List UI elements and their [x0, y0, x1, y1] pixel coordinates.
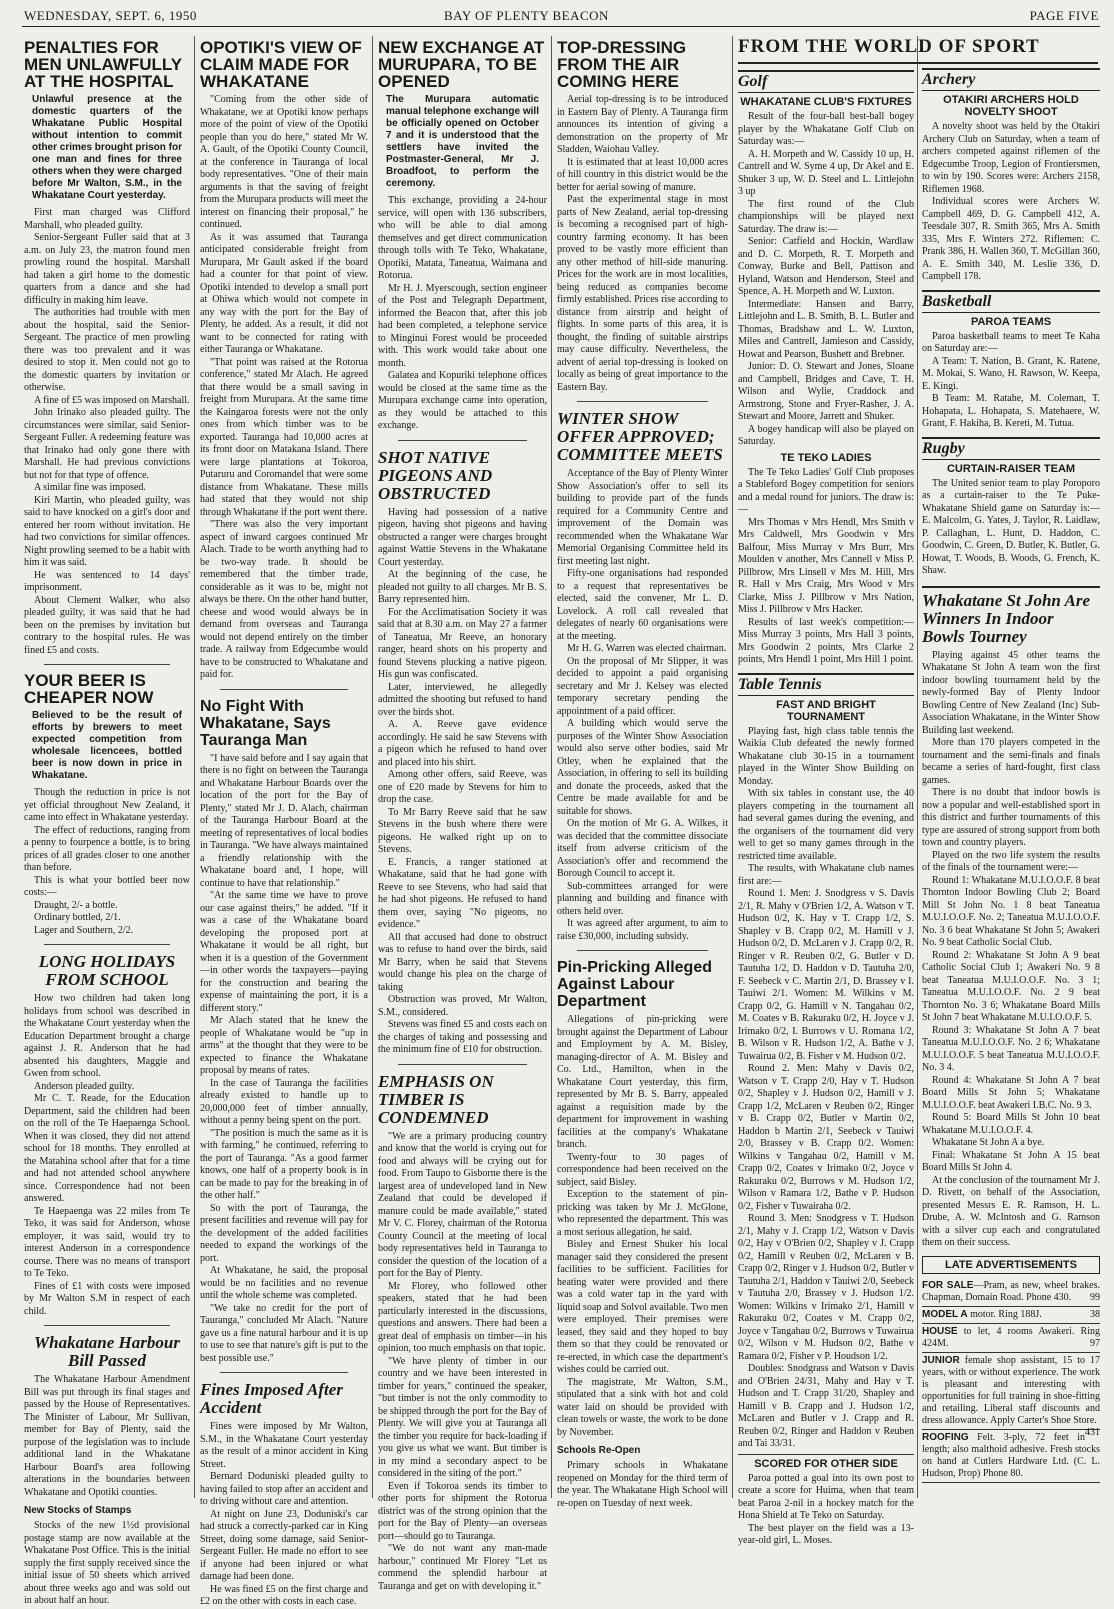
- paragraph: So with the port of Tauranga, the present facilities and revenue will pay for the development of the added facilities needed to expand the workings of the port.: [200, 1202, 368, 1264]
- paragraph: Played on the two life system the results of the finals of the tournament were:—: [922, 849, 1100, 873]
- paragraph: "I have said before and I say again that there is no fight on between the Tauranga and Whakatane Harbour Boards over the location of the port for the Bay of Plenty," stated Mr J. D. Alach, chairman of the Tauranga Harbour Board at the meeting of representatives of local bodies in Tauranga. "We have always maintained a friendly relationship with the Whakatane board and, I hope, will continue to have that relationship.": [200, 752, 368, 889]
- paragraph: Te Haepaenga was 22 miles from Te Teko, it was said for Anderson, whose employer, it was said, would try to interest Anderson in a correspondence course. There was no means of transport to Te Teko.: [24, 1205, 190, 1279]
- paragraph: He was sentenced to 14 days' imprisonment.: [24, 569, 190, 593]
- paragraph: Mr H. J. Myerscough, section engineer of the Post and Telegraph Department, informed the Beacon that, after this job had been completed, a telephone service to Minginui Forest would be proceeded with. This work would take about one month.: [378, 282, 547, 369]
- paragraph: "We take no credit for the port of Tauranga," concluded Mr Alach. "Nature gave us a fine natural harbour and it is up to use to see that nature's gift is put to the best possible use.": [200, 1302, 368, 1364]
- headline: SHOT NATIVE PIGEONS AND OBSTRUCTED: [378, 447, 493, 503]
- paragraph: Ordinary bottled, 2/1.: [34, 912, 121, 923]
- sport-banner: FROM THE WORLD OF SPORT: [738, 36, 1098, 64]
- paragraph: In the case of Tauranga the facilities already existed to handle up to 20,000,000 feet of timber annually, without a penny being spent on the port.: [200, 1077, 368, 1126]
- masthead: [24, 8, 1099, 26]
- paragraph: Round 1: Whakatane M.U.I.O.O.F. 8 beat Thornton Indoor Bowling Club 2; Board Mill St John No. 1 8 beat Taneatua M.U.I.O.O.F. No. 2; Taneatua M.U.I.O.O.F. No. 3 6 beat Whakatane St John 5; Awakeri No. 9 beat Catholic Social Club.: [922, 874, 1100, 948]
- paragraph: Fifty-one organisations had responded to a request that representatives be elected, said the convener, Mr L. D. Lovelock. A roll call revealed that delegates of nearly 60 organisations were at the meeting.: [557, 568, 728, 642]
- paragraph: Past the experimental stage in most parts of New Zealand, aerial top-dressing is becoming a recognised part of high-country farming economy. It has been proved to be vastly more efficient than any other method of hill-side manuring. Prices for the work are in most localities, being reduced as companies become firmly established. Prices rise according to distance from airstrip and height of flights. In some parts of this area, it is thought, the finding of suitable airstrips may cause difficulty. Nevertheless, the advent of aerial top-dressing is looked on locally as being of great importance to the Eastern Bay.: [557, 194, 728, 393]
- paragraph: Mr Florey, who followed other speakers, stated that he had been particularly interested in the discussions, questions and answers. There had been a great deal of emphasis on timber—in his opinion, too much emphasis on that topic.: [378, 1280, 547, 1354]
- ad-lead: MODEL A: [922, 1308, 968, 1320]
- headline: Fines Imposed After Accident: [200, 1380, 343, 1417]
- ad-lead: ROOFING: [922, 1431, 969, 1443]
- paragraph: Individual scores were Archers W. Campbell 469, D. G. Campbell 412, A. Teesdale 307, R. Smith 365, Mrs A. Smith 335, Mrs F. Winters 272. Riflemen: C. Prank 386, H. Wallen 360, T. McGillan 360, A. E. Smith 340, M. Leslie 336, D. Campbell 178.: [922, 196, 1100, 282]
- ad-lead: HOUSE: [922, 1325, 958, 1337]
- paragraph: How two children had taken long holidays from school was described in the Whakatane Court yesterday when the Education Department brought a charge against J. R. Anderson that he had absented his daughters, Maggie and Gwen from school.: [24, 993, 190, 1079]
- classified-ad: [922, 1324, 1100, 1353]
- paragraph: At night on June 23, Doduniski's car had struck a correctly-parked car in King Street, doing some damage, said Senior-Sergeant Fuller. He made no effort to see if anyone had been injured or what damage had been done.: [200, 1508, 368, 1582]
- paragraph: Intermediate: Hansen and Barry, Littlejohn and L. B. Smith, B. L. Butler and Thomas, Bradshaw and L. W. Luxton, Miles and Cantrell, Jamieson and Cassidy, Howat and Pearson, Bushett and Brebner.: [738, 298, 914, 360]
- paragraph: Exception to the statement of pin-pricking was taken by Mr J. McGlone, who represented the department. This was a most serious allegation, he said.: [557, 1189, 728, 1238]
- ad-text: female shop assistant, 15 to 17 years, with or without experience. The work is pleasant and interesting with opportunities for full training in shoe-fitting and retailing. Liberal staff discounts and dress allowance. Apply Carter's Shoe Store.: [922, 1354, 1100, 1426]
- archery-section: [922, 68, 1100, 284]
- paragraph: At Whakatane, he said, the proposal would be no facilities and no revenue until the whole scheme was completed.: [200, 1265, 368, 1301]
- paragraph: Round 2: Whakatane St John A 9 beat Catholic Social Club 1; Awakeri No. 9 8 beat Taneatua M.U.I.O.O.F. No. 3 1; Taneatua M.U.I.O.O.F. No. 2 9 beat Thornton No. 3 6; Whakatane Board Mills St John 7 beat Whakatane M.U.I.O.O.F. 5.: [922, 949, 1100, 1023]
- page-number: PAGE FIVE: [1029, 8, 1099, 23]
- divider: [220, 689, 348, 690]
- deck: The Murupara automatic manual telephone exchange will be officially opened on October 7 and it is understood that the settlers have invited the Postmaster-General, Mr J. Broadfoot, to perform the ceremony.: [386, 94, 539, 189]
- hockey-section: [738, 1454, 914, 1548]
- subheading: TE TEKO LADIES: [780, 451, 872, 464]
- paragraph: "We are a primary producing country and know that the world is crying out for food and always will be crying out for food. From Taupo to Gisborne there is the largest area of undeveloped land in New Zealand that could be developed if manure could be made available," stated Mr V. C. Florey, chairman of the Rotorua County Council at the meeting of local body representatives held in Tauranga to consider the question of the location of a port for the Bay of Plenty.: [378, 1130, 547, 1279]
- subheading: PAROA TEAMS: [970, 315, 1052, 328]
- paragraph: It was agreed after argument, to aim to raise £30,000, including subsidy.: [557, 918, 728, 942]
- paragraph: For the Acclimatisation Society it was said that at 8.30 a.m. on May 27 a farmer of Taneatua, Mr Reeve, an honorary ranger, heard shots on his property and found Stevens plucking a native pigeon. His gun was confiscated.: [378, 606, 547, 680]
- subheading: SCORED FOR OTHER SIDE: [738, 1454, 914, 1470]
- deck: Believed to be the result of efforts by brewers to meet expected competition from wholesale licencees, bottled beer is now down in price in Whakatane.: [32, 710, 182, 781]
- article-body: [200, 753, 368, 1366]
- paragraph: A bogey handicap will also be played on Saturday.: [738, 423, 914, 447]
- column-3: [378, 36, 547, 1592]
- article-body: [922, 121, 1100, 284]
- article-body: [24, 993, 190, 1318]
- paragraph: A building which would serve the purposes of the Winter Show Association would also serve other bodies, said Mr Otley, when he explained that the Association, in offering to sell its building and donate the proceeds, asked that the Centre be made available for and be suitable for shows.: [557, 718, 728, 817]
- deck: Unlawful presence at the domestic quarters of the Whakatane Public Hospital without intention to commit other crimes brought prison for one man and fines for three others when they were charged before Mr Walton, S.M., in the Whakatane Court yesterday.: [32, 94, 183, 201]
- paragraph: "The position is much the same as it is with farming," he continued, referring to the port of Tauranga. "As a good farmer knows, one half of a property book is in can be made to pay for the breaking in of the other half.": [200, 1127, 368, 1201]
- article-exchange: [378, 39, 547, 433]
- paragraph: Mr C. T. Reade, for the Education Department, said the children had been on the roll of the Te Haepaenga School. When it was closed, they did not attend school for 18 months. They enrolled at the Matahina school after that for a time and had not attended school anywhere since. Correspondence had not been answered.: [24, 1093, 190, 1204]
- paragraph: Round 1. Men: J. Snodgress v S. Davis 2/1, R. Mahy v O'Brien 1/2, A. Watson v T. Hudson 0/2, K. Hay v T. Crapp 1/2, S. Shapley v B. Crapp 0/2, M. Hamill v J. Hudson 0/2, D. McLaren v J. Crapp 0/2, R. Ringer v R. Reuben 0/2, G. Butler v D. Tautuha 1/2, D. Haddon v D. Tautuha 2/0, F. Seebeck v C. Martin 2/1, D. Brassey v I. Tauiwi 2/1. Women: M. Wilkins v M. Crapp 0/2, G. Hamill v N. Tangahau 0/2, M. Coates v B. Rakuraku 0/2, H. Joyce v J. Irimako 0/2, I. Burrows v U. Romana 1/2, B. Wilson v R. Hudson 1/2, A. Bathe v J. Tuwairua 0/2, B. Fisher v M. Hudson 0/2.: [738, 888, 914, 1062]
- article-penalties: [24, 39, 190, 657]
- paragraph: The magistrate, Mr Walton, S.M., stipulated that a sink with hot and cold water laid on should be provided with clean towels or waste, the work to be done by November.: [557, 1376, 728, 1438]
- paragraph: "We have plenty of timber in our country and we have been interested in timber for years," continued the speaker, "but timber is not the only commodity to be shipped through the port for the Bay of Plenty. We will give you at Tauranga all the timber you require for back-loading if you give us what we want. But timber is in my mind a secondary aspect to be considered in the siting of the port.": [378, 1355, 547, 1479]
- headline: WINTER SHOW OFFER APPROVED; COMMITTEE MEETS: [557, 409, 723, 464]
- section-heading-golf: Golf: [738, 70, 914, 93]
- paragraph: Sub-committees arranged for were planning and building and finance with others held over.: [557, 880, 728, 917]
- paragraph: The first round of the Club championships will be played next Saturday. The draw is:—: [738, 198, 914, 235]
- paragraph: This is what your bottled beer now costs:—: [24, 874, 190, 898]
- subheading: OTAKIRI ARCHERS HOLD NOVELTY SHOOT: [943, 94, 1079, 118]
- classified-ad: [922, 1430, 1100, 1483]
- paper-name: BAY OF PLENTY BEACON: [444, 8, 609, 23]
- ad-number: 99: [1090, 1291, 1100, 1303]
- paragraph: The effect of reductions, ranging from a penny to fourpence a bottle, is to bring prices of all grades closer to one another than before.: [24, 824, 190, 873]
- paragraph: E. Francis, a ranger stationed at Whakatane, said that he had gone with Reeve to see Stevens, who had said that he had shot pigeons. He refused to hand them over, saying "No pigeons, no evidence.": [378, 856, 547, 930]
- paragraph: Kiri Martin, who pleaded guilty, was said to have knocked on a girl's door and entered her room without invitation. He had two convictions for similar offences. Night prowling seemed to be a habit with him it was said.: [24, 494, 190, 568]
- masthead-rule: [22, 26, 1100, 27]
- article-beer: [24, 672, 190, 937]
- headline: No Fight With Whakatane, Says Tauranga Man: [200, 697, 331, 749]
- headline: NEW EXCHANGE AT MURUPARA, TO BE OPENED: [378, 38, 545, 91]
- paragraph: Even if Tokoroa sends its timber to other ports for shipment the Rotorua district was of the strong opinion that the port for the Bay of Plenty—an overseas port—should go to Tauranga.: [378, 1480, 547, 1542]
- paragraph: On the proposal of Mr Slipper, it was decided to appoint a paid organising secretary and Mr J. Kelsey was elected temporary secretary pending the appointment of a paid officer.: [557, 655, 728, 717]
- paragraph: Results of last week's competition:—Miss Murray 3 points, Mrs Hall 3 points, Mrs Goodwin 2 points, Mrs Clarke 2 points, Mrs Hendl 1 point, Mrs Hill 1 point.: [738, 616, 914, 665]
- paragraph: "That point was raised at the Rotorua conference," stated Mr Alach. He agreed that there would be a small saving in freight from Murupara. At the same time the Kaingaroa forests were not the only ones from which timber was to be exported. Tauranga had 10,000 acres at its front door on Matakana Island. There were large plantations at Tokoroa, Putaruru and Coromandel that were some distance from Whakatane. These mills had stated that they would not ship through Whakatane if the port went there.: [200, 356, 368, 518]
- article-topdressing: [557, 39, 728, 394]
- paragraph: Obstruction was proved, Mr Walton, S.M., considered.: [378, 994, 547, 1018]
- paragraph: To Mr Barry Reeve said that he saw Stevens in the bush where there were pigeons. He walked right up on to Stevens.: [378, 806, 547, 855]
- divider: [398, 1064, 527, 1065]
- article-holidays: [24, 953, 190, 1318]
- paragraph: Paroa potted a goal into its own post to create a score for Huima, when that team beat Paroa 2-nil in a hockey match for the Hona Shield at Te Teko on Saturday.: [738, 1472, 914, 1521]
- article-body: [738, 726, 914, 1451]
- paragraph: Lager and Southern, 2/2.: [34, 924, 134, 936]
- paragraph: There is no doubt that indoor bowls is now a popular and well-established sport in this district and further tournaments of this type are assured of strong support from both town and country players.: [922, 787, 1100, 848]
- paragraph: "There was also the very important aspect of inward cargoes continued Mr Alach. Trade to be worth anything had to be two-way trade. It should be remembered that the timber trade, considerable as it was to be, might not always be there. On the other hand butter, cheese and wood would always be in demand from overseas and Tauranga would not depend entirely on the timber trade. A railway from Edgecumbe would have to be constructed to Whakatane and paid for.: [200, 519, 368, 680]
- paragraph: It is estimated that at least 10,000 acres of hill country in this district would be the better for aerial sowing of manure.: [557, 156, 728, 193]
- article-opotiki: [200, 39, 368, 682]
- paragraph: A Team: T. Nation, B. Grant, K. Ratene, M. Mokai, S. Wano, H. Rawson, W. Keepa, E. Kingi.: [922, 355, 1100, 392]
- headline: Whakatane St John Are Winners In Indoor Bowls Tourney: [922, 586, 1100, 646]
- paragraph: Round 3: Whakatane St John A 7 beat Taneatua M.U.I.O.O.F. No. 2 6; Whakatane M.U.I.O.O.F. 5 beat Taneatua M.U.I.O.O.F. No. 3 4.: [922, 1024, 1100, 1073]
- article-body: [922, 650, 1100, 1250]
- paragraph: Round 3. Men: Snodgress v T. Hudson 2/1, Mahy v J. Crapp 1/2, Watson v Davis 0/2, Hay v O'Brien 0/2, Shapley v J. Crapp 0/2, Hamill v Reuben 0/2, McLaren v B. Crapp 0/2, Ringer v J. Hudson 0/2, Butler v Tautuha 2/1, Haddon v Tauiwi 2/0, Seebeck v Tautuha 2/0, Brassey v J. Hudson 1/2. Women: Wilkins v Irimako 2/1, Hamill v Rakuraku 0/2, Coates v M. Crapp 0/2, Joyce v Tangahau 0/2, Burrows v Tuwairua 0/2, Wilson v M. Hudson 0/2, Bathe v Ramara 0/2, Fisher v P. Houdson 1/2.: [738, 1213, 914, 1362]
- paragraph: Among other offers, said Reeve, was one of £20 made by Stevens for him to drop the case.: [378, 769, 547, 805]
- divider: [577, 950, 708, 951]
- paragraph: On the motion of Mr G. A. Wilkes, it was decided that the committee dissociate itself from adverse criticism of the Association's offer and recommend the Borough Council to accept it.: [557, 818, 728, 879]
- rugby-section: [922, 437, 1100, 578]
- paragraph: Senior: Catfield and Hockin, Wardlaw and D. C. Morpeth, R. T. Morpeth and Conway, Burke and Bell, Pattison and Hyland, Watson and Henderson, Steel and Spence, A. H. Morpeth and W. Luxton.: [738, 236, 914, 297]
- paragraph: A fine of £5 was imposed on Marshall.: [34, 394, 190, 406]
- paragraph: More than 170 players competed in the tournament and the semi-finals and finals became a series of hard-fought, first class games.: [922, 737, 1100, 786]
- column-4: [557, 36, 728, 1509]
- ad-number: 431: [1085, 1426, 1100, 1438]
- divider: [220, 1372, 348, 1373]
- paragraph: This exchange, providing a 24-hour service, will open with 136 subscribers, who will be able to dial among themselves and get direct communication through tolls with Te Teko, Whakatane, Opotiki, Matata, Taneatua, Waimana and Rotorua.: [378, 195, 547, 281]
- paragraph: A novelty shoot was held by the Otakiri Archery Club on Saturday, when a team of archers competed against riflemen of the Edgecumbe Troop, Legion of Frontiersmen, to win by 190. Scores were: Archers 2158, Riflemen 1968.: [922, 121, 1100, 195]
- paragraph: The Whakatane Harbour Amendment Bill was put through its final stages and passed by the House of Representatives. The Minister of Labour, Mr Sullivan, member for Bay of Plenty, said the purpose of the legislation was to include additional land in the Whakatane Harbour Board's area following alterations in the boundaries between Whakatane and Opotiki counties.: [24, 1374, 190, 1498]
- article-body: [557, 1014, 728, 1439]
- subheading: FAST AND BRIGHT TOURNAMENT: [776, 698, 876, 723]
- ad-lead: FOR SALE: [922, 1279, 974, 1291]
- article-body: [557, 1460, 728, 1510]
- column-rule: [194, 36, 195, 1498]
- ad-text: motor. Ring 188J.: [967, 1308, 1042, 1320]
- paragraph: Junior: D. O. Stewart and Jones, Sloane and Campbell, Bridges and Cave, T. H. Wilson and Wylie, Craddock and Armstrong, Stone and Fryer-Rasher, J. A. Stewart and Moore, Jarrett and Shuker.: [738, 361, 914, 422]
- paragraph: With six tables in constant use, the 40 players competing in the tournament all had several games during the evening, and the organisers of the tournament did very well to get so many games through in the restricted time available.: [738, 788, 914, 862]
- paragraph: Result of the four-ball best-ball bogey player by the Whakatane Golf Club on Saturday was:—: [738, 111, 914, 147]
- headline: EMPHASIS ON TIMBER IS CONDEMNED: [378, 1071, 494, 1127]
- paragraph: Playing against 45 other teams the Whakatane St John A team won the first indoor bowling tournament held by the newly-formed Bay of Plenty Indoor Bowling Centre of New Zealand (Inc) Sub-Association Whakatane, in the Winter Show Building last weekend.: [922, 649, 1100, 736]
- paragraph: Round 2. Men: Mahy v Davis 0/2, Watson v T. Crapp 2/0, Hay v T. Hudson 0/2, Shapley v J. Hudson 0/2, Hamill v J. Crapp 1/2, McLaren v Reuben 0/2, Ringer v B. Crapp 0/2, Butler v Martin 0/2, Haddon b Martin 2/1, Seebeck v Tauiwi 2/0, Brassey v B. Crapp 0/2. Women: Wilkins v Tangahau 0/2, Hamill v M. Crapp 0/2, Coates v Irimako 0/2, Joyce v Rakuraku 0/2, Burrows v M. Hudson 1/2, Wilson v Ramara 1/2, Bathe v P. Hudson 0/2, Fisher v Tuwairaha 0/2.: [738, 1063, 914, 1212]
- paragraph: Primary schools in Whakatane reopened on Monday for the third term of the year. The Whakatane High School will re-open on Tuesday of next week.: [557, 1460, 728, 1509]
- article-timber: [378, 1073, 547, 1594]
- section-heading-rugby: Rugby: [922, 437, 1100, 460]
- article-body: [200, 1421, 368, 1609]
- divider: [44, 1325, 170, 1326]
- ad-number: 38: [1090, 1308, 1100, 1320]
- article-body: [378, 507, 547, 1057]
- column-1: [24, 36, 190, 1606]
- table-tennis-section: [738, 673, 914, 1451]
- article-body: [557, 94, 728, 394]
- paragraph: He was fined £5 on the first charge and £2 on the other with costs in each case.: [200, 1583, 368, 1607]
- article-body: [24, 207, 190, 657]
- paragraph: Doubles: Snodgrass and Watson v Davis and O'Brien 24/31, Mahy and Hay v T. Hudson and T. Crapp 31/20, Shapley and Hamill v B. Crapp and J. Hudson 1/2, McLaren and Butler v J. Crapp and R. Reuben 0/2, Ringer and Haddon v Reuben and Tai 33/31.: [738, 1363, 914, 1449]
- paragraph: Final: Whakatane St John A 15 beat Board Mills St John 4.: [922, 1149, 1100, 1173]
- section-heading-archery: Archery: [922, 68, 1100, 91]
- article-pigeons: [378, 449, 547, 1057]
- article-stamps: [24, 1505, 190, 1608]
- golf-section: [738, 70, 914, 667]
- classified-ad: [922, 1307, 1100, 1324]
- article-winter-show: [557, 410, 728, 943]
- headline: Whakatane Harbour Bill Passed: [34, 1333, 180, 1370]
- paragraph: The United senior team to play Poroporo as a curtain-raiser to the Te Puke-Whakatane Shield game on Saturday is:—E. Malcolm, G. Yates, J. Taylor, R. Laidlaw, P. Callaghan, L. Hunt, D. Haddon, C. Goodwin, C. Green, D. Butler, K. Butler, G. Howat, T. Woods, B. Woods, G. French, K. Shaw.: [922, 477, 1100, 576]
- article-schools: [557, 1445, 728, 1510]
- paragraph: A. H. Morpeth and W. Cassidy 10 up, H. Cantrell and W. Syme 4 up, Dr Akel and E. Shuker 3 up, W. D. Steel and L. Littlejohn 3 up: [738, 148, 914, 197]
- headline: Schools Re-Open: [557, 1445, 641, 1456]
- ad-text: to let, 4 rooms Awakeri. Ring 424M.: [922, 1325, 1100, 1349]
- paragraph: Having had possession of a native pigeon, having shot pigeons and having obstructed a ranger were charges brought against Wattie Stevens in the Whakatane Court yesterday.: [378, 506, 547, 568]
- paragraph: "Coming from the other side of Whakatane, we at Opotiki know perhaps more of the point of view of the Opotiki people than you do here," stated Mr W. A. Gault, of the Opotiki County Council, at the conference in Tauranga of local body representatives. "One of their main arguments is that the saving of freight from the Murupara products will meet the interest on financing their proposal," he continued.: [200, 94, 368, 230]
- paragraph: A. A. Reeve gave evidence accordingly. He said he saw Stevens with a pigeon which he refused to hand over and placed into his shirt.: [378, 719, 547, 768]
- paragraph: Aerial top-dressing is to be introduced in Eastern Bay of Plenty. A Tauranga firm announces its intention of giving a demonstration on the property of Mr Sladden, Waiohau Valley.: [557, 94, 728, 155]
- ad-text: —Pram, as new, wheel brakes. Chapman, Domain Road. Phone 430.: [922, 1279, 1100, 1303]
- basketball-section: [922, 290, 1100, 431]
- paragraph: John Irinako also pleaded guilty. The circumstances were similar, said Senior-Sergeant Fuller. A redeeming feature was that Irinako had only gone there with Marshall. He had previous convictions but not for that type of offence.: [24, 407, 190, 481]
- late-ads-heading: LATE ADVERTISEMENTS: [922, 1256, 1100, 1274]
- column-6-sport: [922, 36, 1100, 1498]
- article-no-fight: [200, 698, 368, 1366]
- article-body: [378, 195, 547, 433]
- headline: OPOTIKI'S VIEW OF CLAIM MADE FOR WHAKATANE: [200, 38, 362, 91]
- subheading: WHAKATANE CLUB'S FIXTURES: [740, 96, 912, 108]
- paragraph: Whakatane St John A a bye.: [932, 1137, 1045, 1148]
- late-advertisements: [922, 1256, 1100, 1483]
- paragraph: Round 5: Board Mills St John 10 beat Whakatane M.U.I.O.O.F. 4.: [922, 1112, 1100, 1136]
- paragraph: Draught, 2/- a bottle.: [34, 899, 118, 911]
- headline: PENALTIES FOR MEN UNLAWFULLY AT THE HOSPITAL: [24, 38, 182, 91]
- article-body: [378, 1131, 547, 1594]
- headline: TOP-DRESSING FROM THE AIR COMING HERE: [557, 38, 687, 91]
- ads-list: [922, 1278, 1100, 1483]
- headline: New Stocks of Stamps: [24, 1505, 132, 1516]
- ad-number: 97: [1090, 1337, 1100, 1349]
- paragraph: The authorities had trouble with men about the hospital, said the Senior-Sergeant. The practice of men prowling there was too prevalent and it was desired to stop it. Men could not go to the domestic quarters by invitation or otherwise.: [24, 307, 190, 393]
- article-body: [200, 94, 368, 682]
- paragraph: Round 4: Whakatane St John A 7 beat Board Mills St John 5; Whakatane M.U.I.O.O.F. beat Awakeri I.B.C. No. 9 3.: [922, 1074, 1100, 1111]
- column-rule: [372, 36, 373, 1498]
- headline: YOUR BEER IS CHEAPER NOW: [24, 671, 154, 707]
- article-body: [738, 1473, 914, 1548]
- paragraph: "At the same time we have to prove our case against theirs," he added. "If it was a case of the Whakatane board developing the proposed port at Whakatane it would be all right, but when it is a question of the Government—in other words the taxpayers—paying for the construction and bearing the expense of maintaining the port, it is a different story.": [200, 890, 368, 1014]
- paragraph: Mr H. G. Warren was elected chairman.: [567, 643, 727, 654]
- paragraph: Paroa basketball teams to meet Te Kaha on Saturday are:—: [922, 330, 1100, 354]
- section-heading-basketball: Basketball: [922, 290, 1100, 313]
- paragraph: Bernard Doduniski pleaded guilty to having failed to stop after an accident and to driving without care and attention.: [200, 1471, 368, 1507]
- paragraph: At the beginning of the case, he pleaded not guilty to all charges. Mr B. S. Barry represented him.: [378, 569, 547, 605]
- paragraph: As it was assumed that Tauranga anticipated considerable freight from Murupara, Mr Gault asked if the board had a counter for that point of view. Opotiki intended to develop a small port at Ohiwa which would not compete in any way with the port for the Bay of Plenty, he added. As a result, it did not want to be connected for rating with either Tauranga or Whakatane.: [200, 231, 368, 355]
- column-rule: [732, 36, 733, 1498]
- article-body: [922, 478, 1100, 578]
- ad-text: Felt. 3-ply, 72 feet in length; also malthoid adhesive. Fresh stocks on hand at Cutlers Hardware Ltd. (C. L. Hudson, Prop) Phone 80.: [922, 1431, 1100, 1479]
- paragraph: About Clement Walker, who also pleaded guilty, it was said that he had been on the premises by invitation but contrary to the hospital rules. He was fined £5 and costs.: [24, 594, 190, 656]
- paragraph: Mr Alach stated that he knew the people of Whakatane would be "up in arms" at the thought that they were to be expected to finance the Whakatane proposal by means of rates.: [200, 1015, 368, 1076]
- issue-date: WEDNESDAY, SEPT. 6, 1950: [24, 8, 197, 23]
- paragraph: Playing fast, high class table tennis the Waikia Club defeated the newly formed Whakatane club 30-15 in a tournament played in the Winter Show Building on Monday.: [738, 725, 914, 787]
- subheading: CURTAIN-RAISER TEAM: [946, 462, 1076, 475]
- classified-ad: [922, 1278, 1100, 1307]
- paragraph: Stevens was fined £5 and costs each on the charges of taking and possessing and the minimum fine of £10 for obstruction.: [378, 1019, 547, 1055]
- paragraph: "We do not want any man-made harbour," continued Mr Florey "Let us commend the splendid harbour at Tauranga and get on with developing it.": [378, 1543, 547, 1592]
- ad-lead: JUNIOR: [922, 1354, 960, 1366]
- column-rule: [917, 36, 918, 1498]
- paragraph: Senior-Sergeant Fuller said that at 3 a.m. on July 23, the matron found men prowling round the hospital. Marshall had taken a girl home to the domestic quarters from a dance and she had difficulty in making him leave.: [24, 232, 190, 306]
- article-body: [738, 467, 914, 667]
- paragraph: Anderson pleaded guilty.: [34, 1080, 135, 1092]
- article-body: [557, 468, 728, 943]
- headline: LONG HOLIDAYS FROM SCHOOL: [38, 952, 176, 989]
- article-body: [922, 331, 1100, 431]
- article-body: [24, 1374, 190, 1499]
- headline: Pin-Pricking Alleged Against Labour Department: [557, 959, 712, 1010]
- paragraph: The best player on the field was a 13-year-old girl, L. Moses.: [738, 1522, 914, 1546]
- paragraph: Fines were imposed by Mr Walton, S.M., in the Whakatane Court yesterday as the result of a minor accident in King Street.: [200, 1421, 368, 1470]
- paragraph: All that accused had done to obstruct was to refuse to hand over the birds, said Mr Barry, when he said that Stevens would change his plea on the charge of taking: [378, 931, 547, 993]
- paragraph: Allegations of pin-pricking were brought against the Department of Labour and Employment by A. M. Bisley, managing-director of A. M. Bisley and Co. Ltd., Hamilton, when in the Whakatane Court yesterday, this firm, represented by Mr B. S. Barry, appealed against a requisition made by the department for improvement in washing facilities at the company's Whakatane branch.: [557, 1014, 728, 1150]
- column-rule: [551, 36, 552, 1498]
- article-fines: [200, 1381, 368, 1609]
- paragraph: Acceptance of the Bay of Plenty Winter Show Association's offer to sell its building to provide part of the funds required for a Community Centre and improvement of the Domain was recommended when the Whakatane War Memorial Organising Committee held its first meeting last night.: [557, 468, 728, 567]
- article-body: [24, 1520, 190, 1608]
- paragraph: The Te Teko Ladies' Golf Club proposes a Stableford Bogey competition for seniors and a medal round for juniors. The draw is:—: [738, 466, 914, 515]
- paragraph: A similar fine was imposed.: [34, 482, 146, 493]
- divider: [577, 401, 708, 402]
- paragraph: Mrs Thomas v Mrs Hendl, Mrs Smith v Mrs Caldwell, Mrs Goodwin v Mrs Balfour, Miss Murray v Mrs Burr, Mrs Moulden v another, Mrs Cannell v Miss P. Pillbrow, Mrs Linsell v Mrs M. Hill, Mrs R. Hall v Mrs Craig, Mrs Wood v Mrs Clarke, Miss J. Pillbrow v Mrs Nation, Miss J. Pillbrow v Mrs Hacker.: [738, 516, 914, 615]
- article-body: [24, 787, 190, 937]
- paragraph: First man charged was Clifford Marshall, who pleaded guilty.: [24, 207, 190, 231]
- article-harbour-bill: [24, 1334, 190, 1499]
- paragraph: Stocks of the new 1½d provisional postage stamp are now available at the Whakatane Post Office. This is the initial supply the first supply received since the initial issue of 50 sheets which arrived about three weeks ago and was sold out in about half an hour.: [24, 1520, 190, 1606]
- paragraph: Twenty-four to 30 pages of correspondence had been received on the subject, said Bisley.: [557, 1151, 728, 1188]
- divider: [44, 944, 170, 945]
- article-pin-pricking: [557, 959, 728, 1439]
- paragraph: Bisley and Ernest Shuker his local manager said they considered the present facilities to be sufficient. Facilities for heating water were provided and there was a cold water tap in the yard with liquid soap and Solvol available. Two men were employed. Their premises were leased, they said and they hoped to buy them so that they could be renovated or re-erected, in which case the department's wishes could be carried out.: [557, 1239, 728, 1375]
- paragraph: The results, with Whakatane club names first are:—: [738, 863, 914, 887]
- paragraph: Galatea and Kopuriki telephone offices would be closed at the same time as the Murupara exchange came into operation, as they would be attached to this exchange.: [378, 370, 547, 431]
- article-bowls: [922, 586, 1100, 1250]
- column-2: [200, 36, 368, 1607]
- article-body: [738, 111, 914, 449]
- divider: [398, 440, 527, 441]
- divider: [44, 664, 170, 665]
- section-heading-table-tennis: Table Tennis: [738, 673, 914, 696]
- paragraph: Though the reduction in price is not yet official throughout New Zealand, it came into effect in Whakatane yesterday.: [24, 787, 190, 823]
- paragraph: Later, interviewed, he allegedly admitted the shooting but refused to hand over the birds shot.: [378, 681, 547, 718]
- paragraph: Fines of £1 with costs were imposed by Mr Walton S.M in respect of each child.: [24, 1280, 190, 1317]
- paragraph: At the conclusion of the tournament Mr J. D. Rivett, on behalf of the Association, presented Messrs E. R. Ramson, H. L. Drube, A. W. McIntosh and G. Ramson with a silver cup each and congratulated them on their success.: [922, 1174, 1100, 1248]
- paragraph: B Team: M. Ratahe, M. Coleman, T. Hohapata, L. Hohapata, S. Matehaere, W. Grant, F. Hakiha, B. Kereti, M. Tutua.: [922, 393, 1100, 429]
